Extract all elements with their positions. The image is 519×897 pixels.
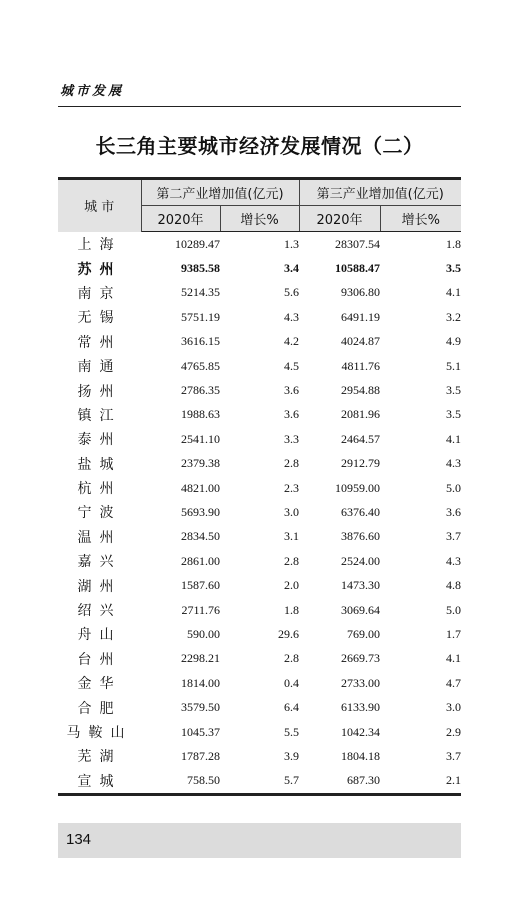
tertiary-value-cell: 10959.00 [335,480,380,495]
table-row [58,695,461,719]
tertiary-industry-header: 第三产业增加值(亿元) [299,179,461,206]
table-row [58,647,461,671]
city-cell: 金华 [77,676,122,693]
tertiary-value-cell: 10588.47 [335,261,380,276]
city-cell: 盐城 [77,456,122,473]
secondary-growth-cell: 5.6 [284,285,299,300]
table-row [58,622,461,646]
tertiary-growth-cell: 4.1 [446,285,461,300]
secondary-growth-cell: 29.6 [278,626,299,641]
secondary-industry-header: 第二产业增加值(亿元) [141,179,299,206]
table-row [58,330,461,354]
secondary-value-cell: 1814.00 [181,675,220,690]
city-cell: 泰州 [77,432,122,449]
table-row [58,232,461,257]
secondary-growth-cell: 2.8 [284,456,299,471]
tertiary-value-cell: 2524.00 [341,553,380,568]
tertiary-year-header: 2020年 [299,206,380,232]
secondary-value-cell: 5693.90 [181,504,220,519]
city-cell: 台州 [77,651,122,668]
secondary-growth-cell: 5.5 [284,724,299,739]
tertiary-value-cell: 2464.57 [341,431,380,446]
table-row [58,573,461,597]
tertiary-value-cell: 9306.80 [341,285,380,300]
table-row [58,476,461,500]
tertiary-value-cell: 6376.40 [341,504,380,519]
secondary-growth-cell: 3.6 [284,383,299,398]
page-title: 长三角主要城市经济发展情况（二） [95,134,424,158]
city-column-header: 城 市 [58,179,141,232]
tertiary-value-cell: 4024.87 [341,334,380,349]
tertiary-value-cell: 1042.34 [341,724,380,739]
tertiary-value-cell: 6133.90 [341,700,380,715]
tertiary-value-cell: 1473.30 [341,578,380,593]
tertiary-value-cell: 3876.60 [341,529,380,544]
tertiary-growth-cell: 5.1 [446,358,461,373]
table-row [58,720,461,744]
tertiary-value-cell: 2669.73 [341,651,380,666]
secondary-growth-cell: 4.3 [284,309,299,324]
city-cell: 常州 [77,334,122,351]
table-row [58,427,461,451]
table-row [58,671,461,695]
city-cell: 无锡 [77,310,122,327]
city-cell: 南通 [77,359,122,376]
city-cell: 南京 [77,285,122,302]
secondary-growth-cell: 2.0 [284,578,299,593]
city-cell: 湖州 [77,578,122,595]
secondary-growth-cell: 3.1 [284,529,299,544]
economy-table [58,177,461,796]
secondary-growth-cell: 4.2 [284,334,299,349]
tertiary-growth-cell: 3.6 [446,504,461,519]
city-cell: 宁波 [77,505,122,522]
tertiary-value-cell: 1804.18 [341,748,380,763]
tertiary-value-cell: 2081.96 [341,407,380,422]
secondary-value-cell: 3616.15 [181,334,220,349]
secondary-value-cell: 1587.60 [181,578,220,593]
table-row [58,403,461,427]
page-number: 134 [66,831,92,848]
table-row [58,281,461,305]
secondary-value-cell: 4765.85 [181,358,220,373]
city-cell: 嘉兴 [77,554,122,571]
secondary-value-cell: 3579.50 [181,700,220,715]
city-cell: 马鞍山 [66,725,133,741]
city-cell: 宣城 [58,769,141,795]
tertiary-growth-header: 增长% [380,206,461,232]
secondary-value-cell: 1988.63 [181,407,220,422]
city-cell: 舟山 [77,627,122,644]
table-row [58,744,461,768]
secondary-value-cell: 2834.50 [181,529,220,544]
tertiary-growth-cell: 4.3 [446,553,461,568]
secondary-value-cell: 4821.00 [181,480,220,495]
secondary-growth-cell: 3.9 [284,748,299,763]
secondary-value-cell: 2786.35 [181,383,220,398]
tertiary-growth-cell: 3.2 [446,309,461,324]
city-cell: 杭州 [77,481,122,498]
secondary-growth-cell: 2.8 [284,651,299,666]
secondary-value-cell: 2861.00 [181,553,220,568]
secondary-growth-cell: 3.0 [284,504,299,519]
tertiary-growth-cell: 2.9 [446,724,461,739]
table-row [58,598,461,622]
secondary-value-cell: 5751.19 [181,309,220,324]
tertiary-growth-cell: 3.7 [446,529,461,544]
secondary-value-cell: 10289.47 [175,236,220,251]
secondary-year-header: 2020年 [141,206,220,232]
table-row [58,378,461,402]
table-row [58,354,461,378]
running-head: 城市发展 [60,84,125,99]
footer-bar [58,823,461,858]
secondary-growth-header: 增长% [220,206,299,232]
tertiary-growth-cell: 2.1 [380,769,461,795]
secondary-value-cell: 9385.58 [181,261,220,276]
tertiary-value-cell: 6491.19 [341,309,380,324]
tertiary-growth-cell: 4.9 [446,334,461,349]
city-cell: 合肥 [77,700,122,717]
secondary-value-cell: 2711.76 [181,602,220,617]
header-rule [58,106,461,107]
table-row [58,549,461,573]
table-row [58,305,461,329]
tertiary-growth-cell: 5.0 [446,602,461,617]
tertiary-growth-cell: 4.1 [446,651,461,666]
tertiary-growth-cell: 3.5 [446,383,461,398]
secondary-value-cell: 758.50 [141,769,220,795]
tertiary-growth-cell: 3.5 [446,261,461,276]
secondary-growth-cell: 0.4 [284,675,299,690]
tertiary-growth-cell: 3.5 [446,407,461,422]
secondary-value-cell: 2541.10 [181,431,220,446]
tertiary-growth-cell: 1.8 [446,236,461,251]
tertiary-value-cell: 687.30 [299,769,380,795]
secondary-value-cell: 2379.38 [181,456,220,471]
table-row [58,525,461,549]
city-cell: 绍兴 [77,603,122,620]
tertiary-value-cell: 4811.76 [341,358,380,373]
city-cell: 芜湖 [77,749,122,766]
tertiary-growth-cell: 4.1 [446,431,461,446]
tertiary-value-cell: 28307.54 [335,236,380,251]
tertiary-growth-cell: 4.3 [446,456,461,471]
city-cell: 镇江 [77,407,122,424]
city-cell: 温州 [77,529,122,546]
tertiary-growth-cell: 5.0 [446,480,461,495]
tertiary-growth-cell: 1.7 [446,626,461,641]
city-cell: 扬州 [77,383,122,400]
city-cell: 上海 [77,236,122,253]
secondary-growth-cell: 6.4 [284,700,299,715]
city-cell: 苏州 [77,261,122,278]
tertiary-value-cell: 2912.79 [341,456,380,471]
tertiary-value-cell: 2733.00 [341,675,380,690]
table-row [58,500,461,524]
secondary-growth-cell: 5.7 [220,769,299,795]
secondary-growth-cell: 2.8 [284,553,299,568]
tertiary-growth-cell: 3.7 [446,748,461,763]
secondary-growth-cell: 2.3 [284,480,299,495]
secondary-value-cell: 2298.21 [181,651,220,666]
tertiary-value-cell: 3069.64 [341,602,380,617]
tertiary-value-cell: 769.00 [347,626,380,641]
tertiary-growth-cell: 4.7 [446,675,461,690]
secondary-value-cell: 1787.28 [181,748,220,763]
secondary-value-cell: 5214.35 [181,285,220,300]
secondary-growth-cell: 3.6 [284,407,299,422]
secondary-growth-cell: 1.8 [284,602,299,617]
secondary-growth-cell: 1.3 [284,236,299,251]
tertiary-growth-cell: 3.0 [446,700,461,715]
secondary-value-cell: 1045.37 [181,724,220,739]
secondary-growth-cell: 3.3 [284,431,299,446]
table-row [58,769,461,795]
tertiary-value-cell: 2954.88 [341,383,380,398]
table-row [58,256,461,280]
secondary-growth-cell: 4.5 [284,358,299,373]
table-row [58,452,461,476]
secondary-growth-cell: 3.4 [284,261,299,276]
tertiary-growth-cell: 4.8 [446,578,461,593]
secondary-value-cell: 590.00 [187,626,220,641]
